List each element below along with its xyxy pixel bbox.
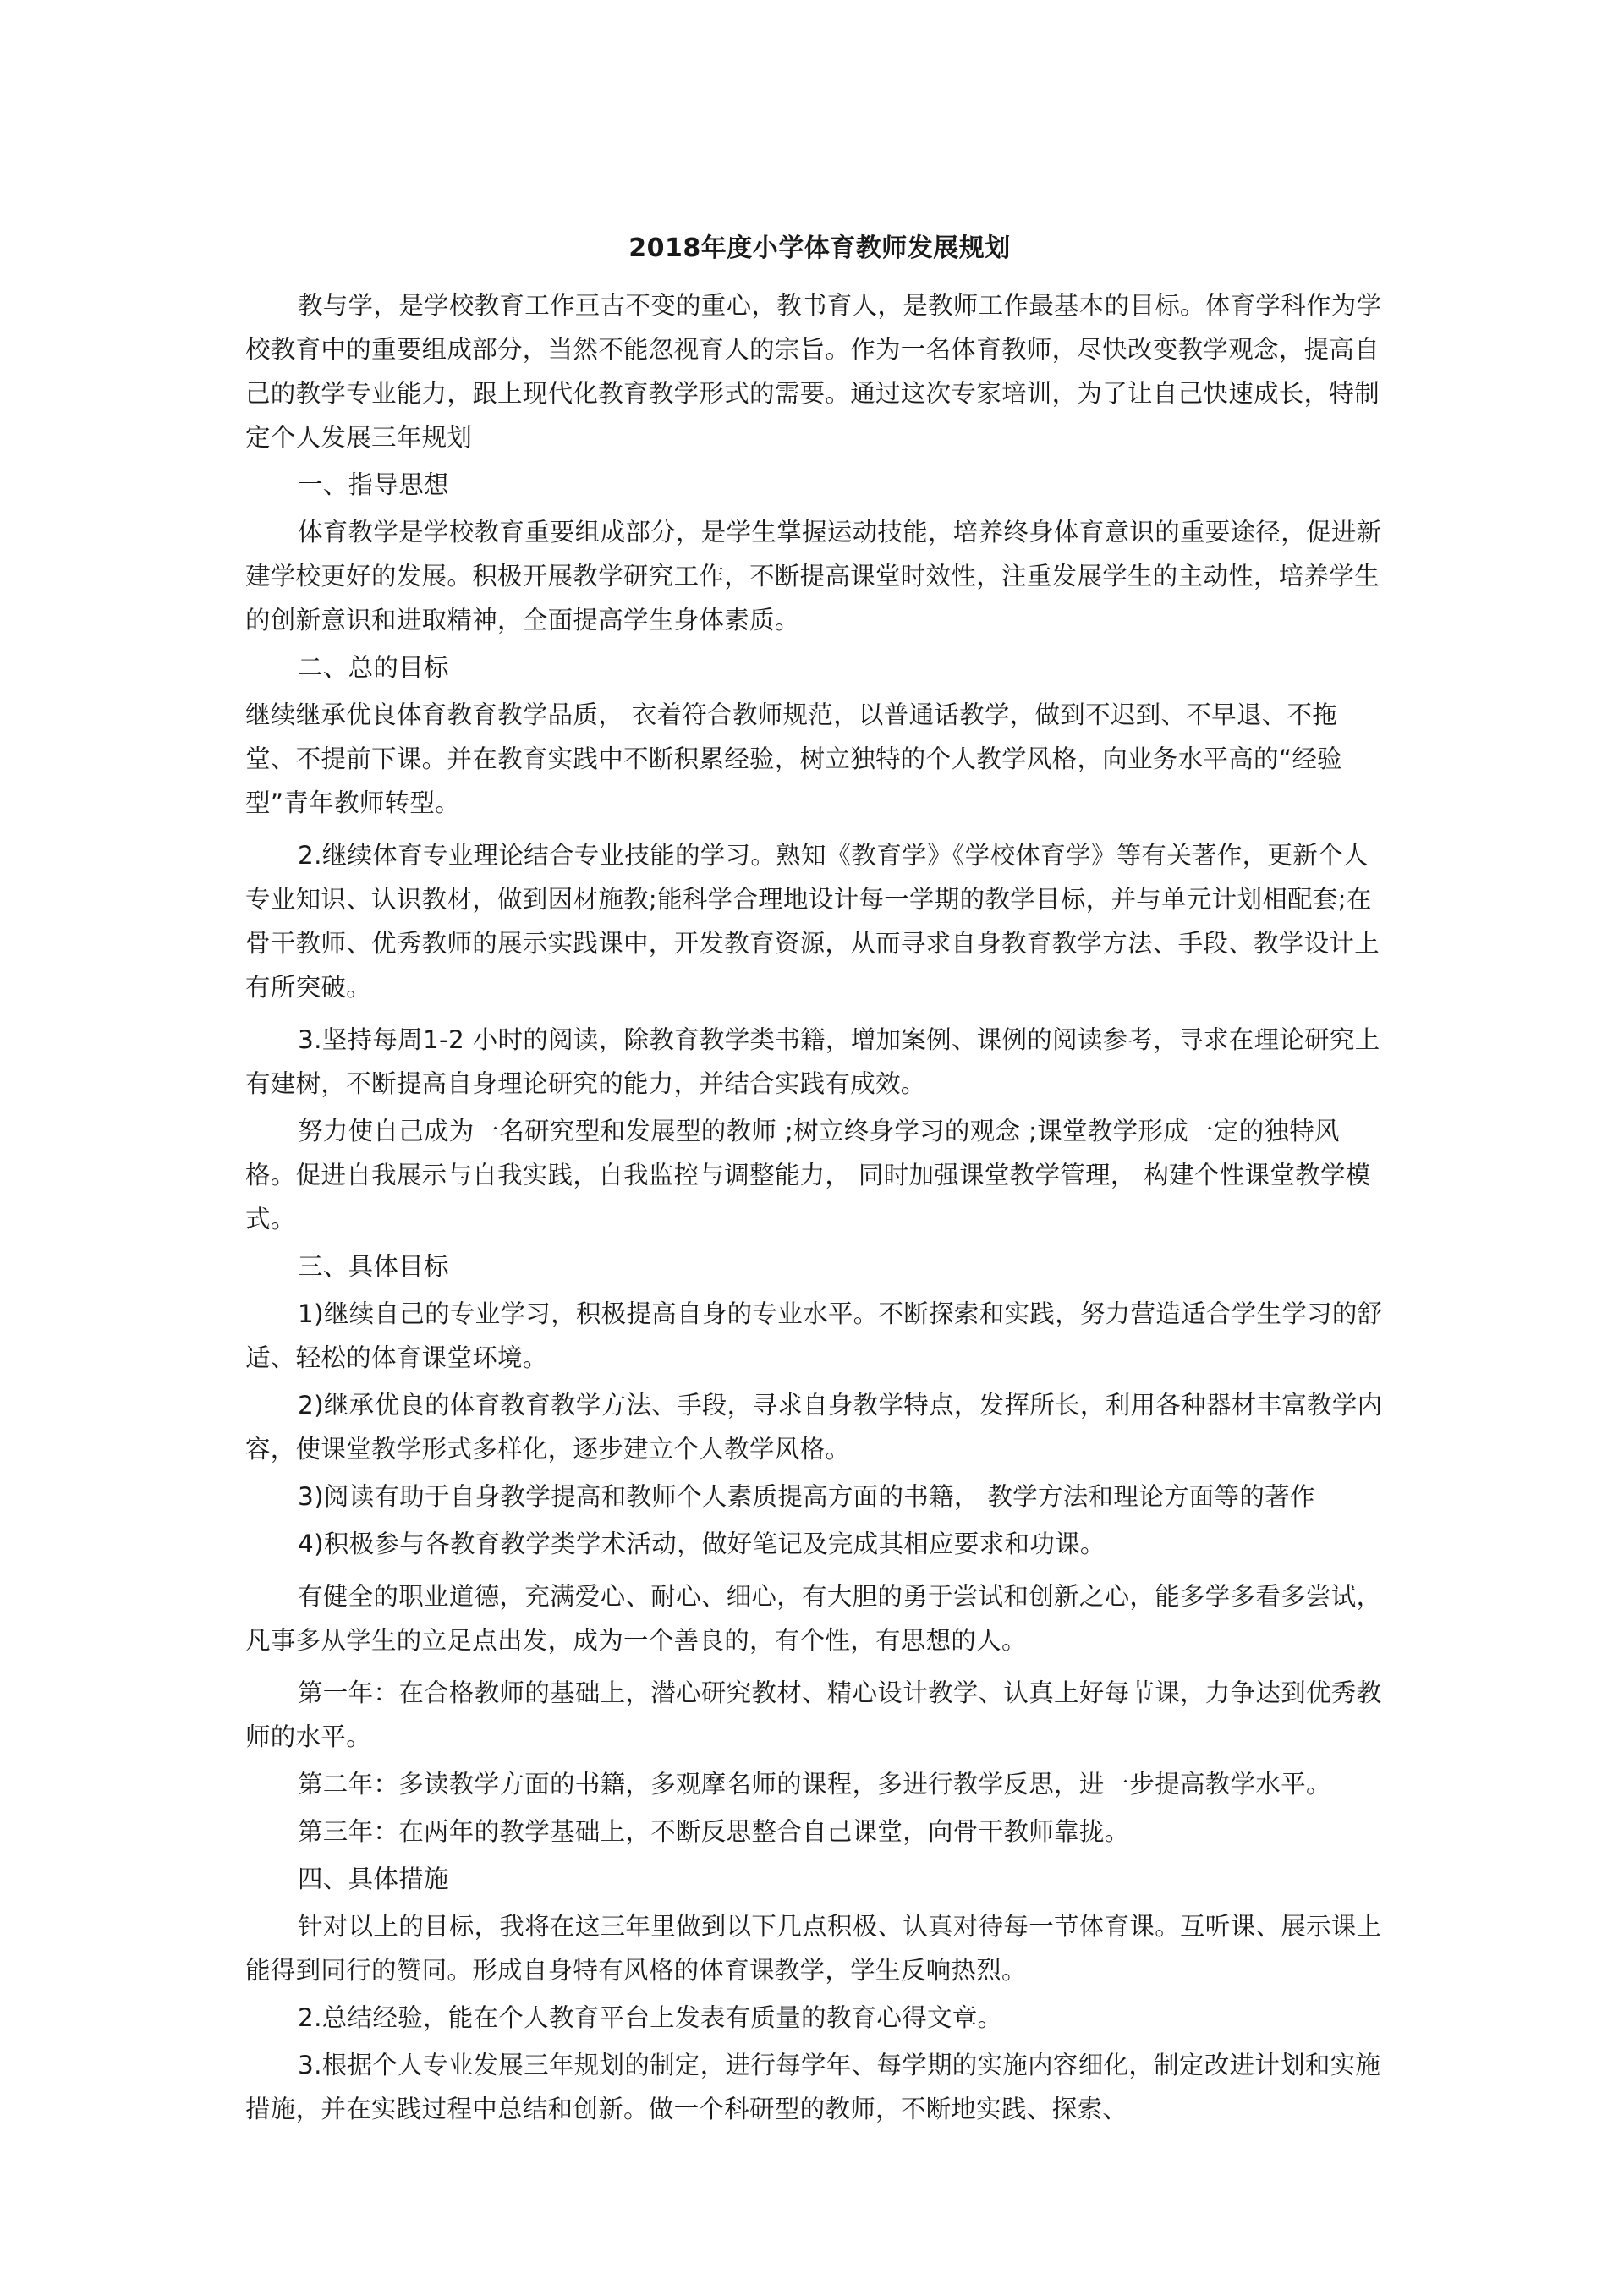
paragraph-specific-4: 4)积极参与各教育教学类学术活动，做好笔记及完成其相应要求和功课。: [298, 1530, 1106, 1558]
paragraph-measure-3: 3.根据个人专业发展三年规划的制定，进行每学年、每学期的实施内容细化，制定改进计划和实施措施，并在实践过程中总结和创新。做一个科研型的教师，不断地实践、探索、: [245, 2051, 1381, 2123]
paragraph-year-1: 第一年：在合格教师的基础上，潜心研究教材、精心设计教学、认真上好每节课，力争达到优秀教师的水平。: [245, 1678, 1382, 1751]
paragraph-measure-2: 2.总结经验，能在个人教育平台上发表有质量的教育心得文章。: [298, 2003, 1003, 2032]
heading-guiding-ideology: 一、指导思想: [298, 470, 449, 499]
heading-overall-goal: 二、总的目标: [298, 653, 449, 682]
heading-specific-goals: 三、具体目标: [298, 1252, 449, 1281]
paragraph-goal-4: 努力使自己成为一名研究型和发展型的教师 ;树立终身学习的观念 ;课堂教学形成一定的独特风格。促进自我展示与自我实践，自我监控与调整能力， 同时加强课堂教学管理， 构建个性课堂教学模式。: [245, 1117, 1371, 1233]
paragraph-specific-2: 2)继承优良的体育教育教学方法、手段，寻求自身教学特点，发挥所长，利用各种器材丰富教学内容，使课堂教学形式多样化，逐步建立个人教学风格。: [245, 1391, 1383, 1464]
paragraph-intro: 教与学，是学校教育工作亘古不变的重心，教书育人，是教师工作最基本的目标。体育学科作为学校教育中的重要组成部分，当然不能忽视育人的宗旨。作为一名体育教师，尽快改变教学观念，提高自己的教学专业能力，跟上现代化教育教学形式的需要。通过这次专家培训，为了让自己快速成长，特制定个人发展三年规划: [245, 291, 1382, 452]
paragraph-overall-goal: 继续继承优良体育教育教学品质， 衣着符合教师规范，以普通话教学，做到不迟到、不早退、不拖堂、不提前下课。并在教育实践中不断积累经验，树立独特的个人教学风格，向业务水平高的“经验型”青年教师转型。: [245, 700, 1342, 817]
document-title: 2018年度小学体育教师发展规划: [628, 233, 1011, 263]
paragraph-specific-1: 1)继续自己的专业学习，积极提高自身的专业水平。不断探索和实践，努力营造适合学生学习的舒适、轻松的体育课堂环境。: [245, 1299, 1383, 1372]
paragraph-measure-1: 针对以上的目标，我将在这三年里做到以下几点积极、认真对待每一节体育课。互听课、展示课上能得到同行的赞同。形成自身特有风格的体育课教学，学生反响热烈。: [245, 1912, 1382, 1985]
paragraph-goal-2: 2.继续体育专业理论结合专业技能的学习。熟知《教育学》《学校体育学》等有关著作，更新个人专业知识、认识教材，做到因材施教;能科学合理地设计每一学期的教学目标，并与单元计划相配套;在骨干教师、优秀教师的展示实践课中，开发教育资源，从而寻求自身教育教学方法、手段、教学设计上有所突破。: [245, 841, 1380, 1002]
paragraph-year-2: 第二年：多读教学方面的书籍，多观摩名师的课程，多进行教学反思，进一步提高教学水平。: [298, 1770, 1331, 1799]
paragraph-ethics: 有健全的职业道德，充满爱心、耐心、细心，有大胆的勇于尝试和创新之心，能多学多看多尝试，凡事多从学生的立足点出发，成为一个善良的，有个性，有思想的人。: [245, 1582, 1382, 1655]
document-body: [245, 283, 1387, 2131]
paragraph-guiding-ideology: 体育教学是学校教育重要组成部分，是学生掌握运动技能，培养终身体育意识的重要途径，促进新建学校更好的发展。积极开展教学研究工作，不断提高课堂时效性，注重发展学生的主动性，培养学生的创新意识和进取精神，全面提高学生身体素质。: [245, 518, 1382, 634]
paragraph-goal-3: 3.坚持每周1-2 小时的阅读，除教育教学类书籍，增加案例、课例的阅读参考，寻求在理论研究上有建树，不断提高自身理论研究的能力，并结合实践有成效。: [245, 1025, 1380, 1098]
paragraph-year-3: 第三年：在两年的教学基础上，不断反思整合自己课堂，向骨干教师靠拢。: [298, 1817, 1130, 1846]
heading-measures: 四、具体措施: [298, 1865, 449, 1893]
paragraph-specific-3: 3)阅读有助于自身教学提高和教师个人素质提高方面的书籍， 教学方法和理论方面等的著作: [298, 1482, 1315, 1511]
